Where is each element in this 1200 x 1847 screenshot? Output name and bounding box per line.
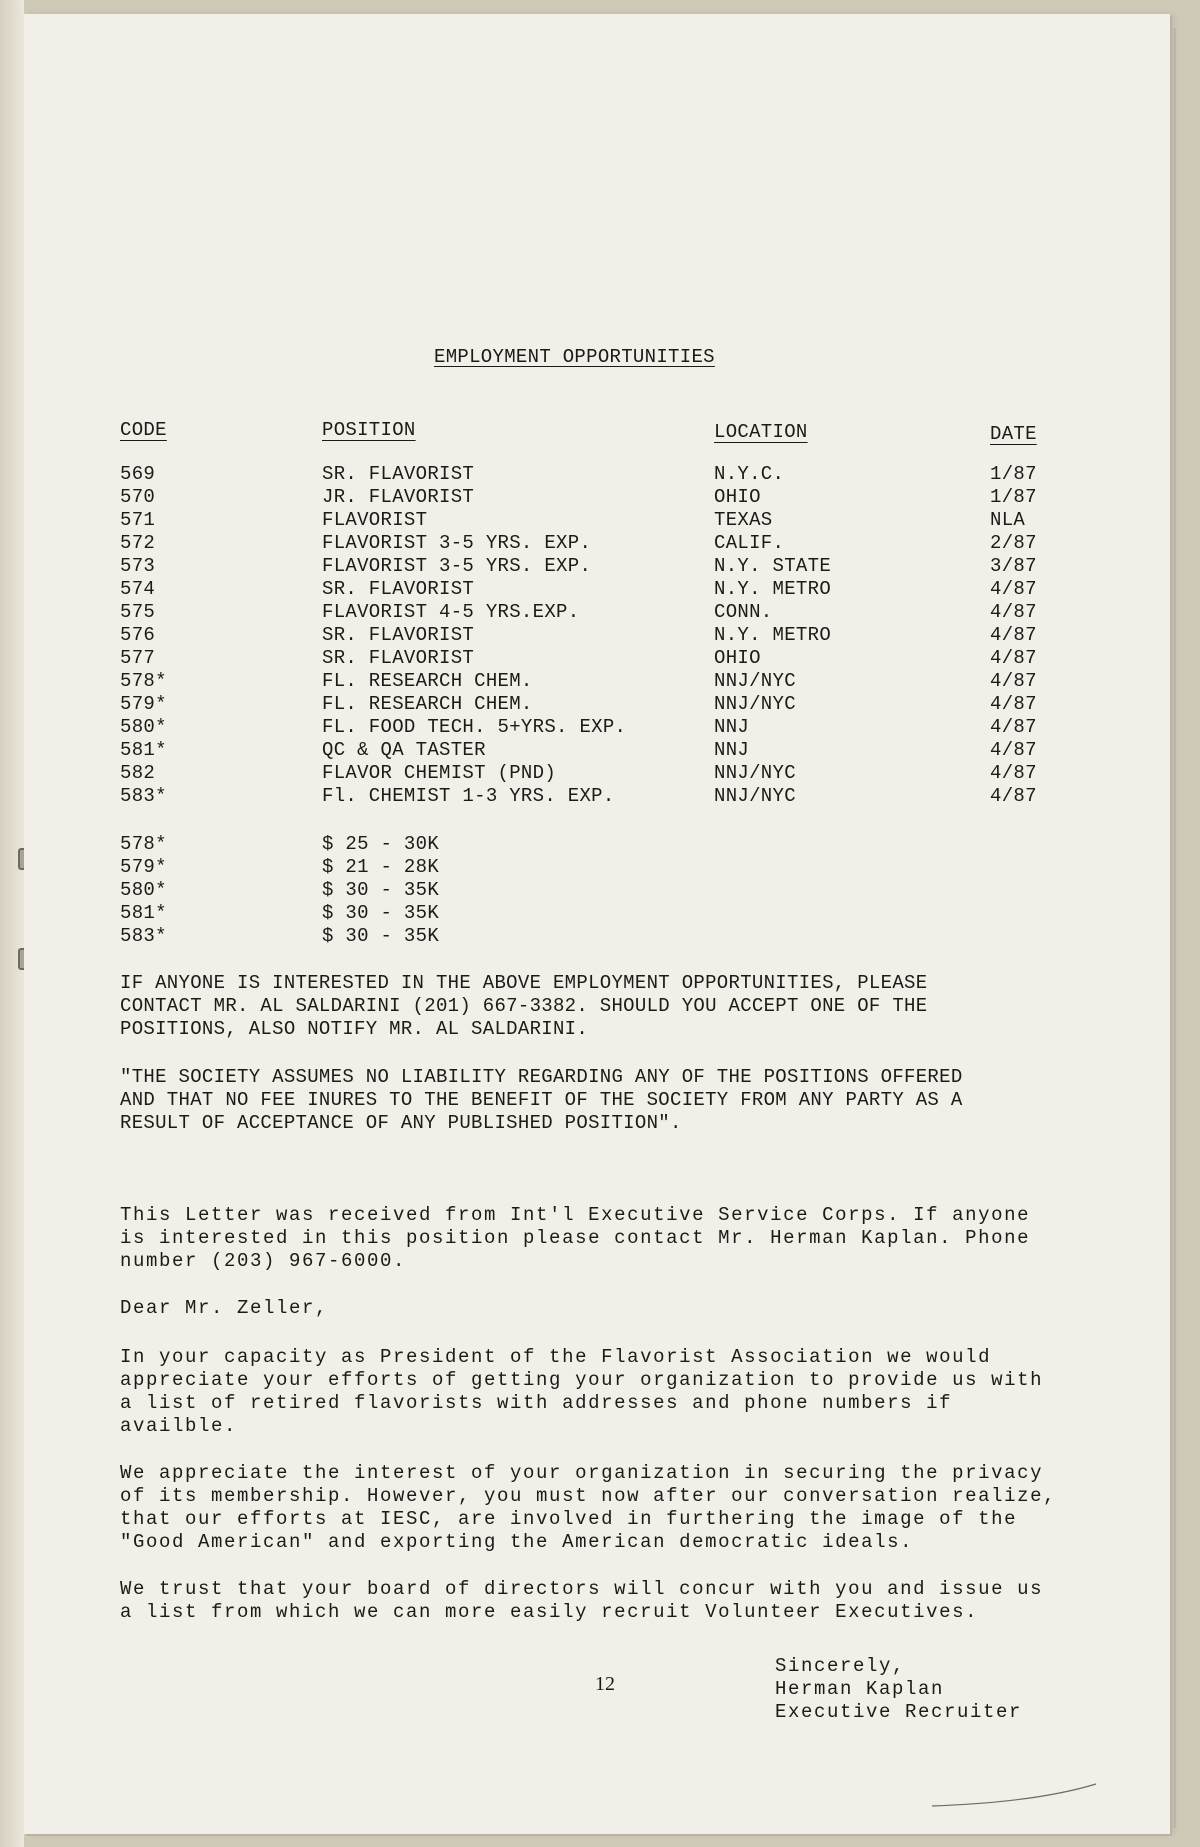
table-row [120,486,1100,509]
salary-code: 579* [120,856,167,878]
salary-code: 583* [120,925,167,947]
row-code: 572 [120,532,156,554]
letter-closing: Sincerely, Herman Kaplan Executive Recruiter [775,1655,1023,1723]
row-position: FL. FOOD TECH. 5+YRS. EXP. [322,716,627,738]
header-location: LOCATION [714,421,808,443]
table-header [120,419,1100,445]
row-position: FLAVORIST 4-5 YRS.EXP. [322,601,580,623]
salary-row [120,856,620,879]
salary-row [120,833,620,856]
salary-range: $ 25 - 30K [322,833,440,855]
row-date: 4/87 [990,624,1037,646]
row-code: 577 [120,647,156,669]
row-date: 1/87 [990,463,1037,485]
row-position: SR. FLAVORIST [322,624,475,646]
row-code: 575 [120,601,156,623]
table-row [120,509,1100,532]
row-location: NNJ/NYC [714,762,796,784]
row-code: 574 [120,578,156,600]
row-position: SR. FLAVORIST [322,647,475,669]
row-date: 4/87 [990,578,1037,600]
row-code: 578* [120,670,167,692]
row-date: 4/87 [990,647,1037,669]
row-date: 3/87 [990,555,1037,577]
table-row [120,693,1100,716]
row-date: 1/87 [990,486,1037,508]
header-position: POSITION [322,419,416,441]
row-position: SR. FLAVORIST [322,578,475,600]
table-row [120,624,1100,647]
disclaimer-paragraph: "THE SOCIETY ASSUMES NO LIABILITY REGARDING ANY OF THE POSITIONS OFFERED AND THAT NO FEE INURES TO THE BENEFIT OF THE SOCIETY FROM ANY PARTY AS A RESULT OF ACCEPTANCE OF ANY PUBLISHED POSITION". [120,1066,963,1134]
row-location: TEXAS [714,509,773,531]
row-position: FLAVORIST [322,509,428,531]
row-location: N.Y. STATE [714,555,832,577]
binding-spine [0,0,24,1847]
row-code: 570 [120,486,156,508]
table-row [120,578,1100,601]
header-code: CODE [120,419,167,441]
row-position: FLAVORIST 3-5 YRS. EXP. [322,555,592,577]
row-date: NLA [990,509,1026,531]
letter-paragraph-2: We appreciate the interest of your organization in securing the privacy of its membership. However, you must now after our conversation realize, that our efforts at IESC, are involved in furthering the image of the "Good American" and exporting the American democratic ideals. [120,1462,1057,1553]
row-position: Fl. CHEMIST 1-3 YRS. EXP. [322,785,615,807]
row-position: JR. FLAVORIST [322,486,475,508]
row-date: 4/87 [990,601,1037,623]
row-location: NNJ/NYC [714,785,796,807]
row-position: SR. FLAVORIST [322,463,475,485]
row-position: FLAVORIST 3-5 YRS. EXP. [322,532,592,554]
salary-range: $ 30 - 35K [322,925,440,947]
table-row [120,532,1100,555]
row-code: 579* [120,693,167,715]
row-date: 4/87 [990,693,1037,715]
table-row [120,647,1100,670]
salary-range: $ 30 - 35K [322,902,440,924]
row-code: 569 [120,463,156,485]
row-location: OHIO [714,486,761,508]
row-location: OHIO [714,647,761,669]
row-date: 4/87 [990,670,1037,692]
table-row [120,785,1100,808]
row-position: FLAVOR CHEMIST (PND) [322,762,557,784]
row-location: N.Y.C. [714,463,785,485]
salary-code: 578* [120,833,167,855]
page-number: 12 [595,1673,615,1695]
page-title: EMPLOYMENT OPPORTUNITIES [434,346,715,368]
salary-range: $ 30 - 35K [322,879,440,901]
row-code: 580* [120,716,167,738]
row-position: FL. RESEARCH CHEM. [322,670,533,692]
header-date: DATE [990,423,1037,445]
letter-intro: This Letter was received from Int'l Executive Service Corps. If anyone is interested in this position please contact Mr. Herman Kaplan. Phone number (203) 967-6000. [120,1204,1031,1272]
row-location: CONN. [714,601,773,623]
row-date: 4/87 [990,739,1037,761]
salary-range: $ 21 - 28K [322,856,440,878]
row-location: N.Y. METRO [714,578,832,600]
row-location: N.Y. METRO [714,624,832,646]
signature-stroke [930,1780,1100,1810]
row-code: 576 [120,624,156,646]
row-code: 583* [120,785,167,807]
table-row [120,739,1100,762]
table-row [120,463,1100,486]
salary-code: 581* [120,902,167,924]
letter-paragraph-3: We trust that your board of directors will concur with you and issue us a list from which we can more easily recruit Volunteer Executives. [120,1578,1044,1623]
row-code: 581* [120,739,167,761]
table-row [120,670,1100,693]
row-location: NNJ [714,716,750,738]
row-location: NNJ [714,739,750,761]
row-date: 2/87 [990,532,1037,554]
contact-paragraph: IF ANYONE IS INTERESTED IN THE ABOVE EMPLOYMENT OPPORTUNITIES, PLEASE CONTACT MR. AL SALDARINI (201) 667-3382. SHOULD YOU ACCEPT ONE OF THE POSITIONS, ALSO NOTIFY MR. AL SALDARINI. [120,972,928,1040]
table-row [120,762,1100,785]
salary-row [120,925,620,948]
table-row [120,601,1100,624]
table-row [120,716,1100,739]
row-code: 582 [120,762,156,784]
row-location: NNJ/NYC [714,670,796,692]
row-position: QC & QA TASTER [322,739,486,761]
letter-paragraph-1: In your capacity as President of the Flavorist Association we would appreciate your efforts of getting your organization to provide us with a list of retired flavorists with addresses and phone numbers if availble. [120,1346,1044,1437]
row-code: 573 [120,555,156,577]
row-date: 4/87 [990,785,1037,807]
row-location: NNJ/NYC [714,693,796,715]
salary-code: 580* [120,879,167,901]
row-date: 4/87 [990,762,1037,784]
row-location: CALIF. [714,532,785,554]
letter-salutation: Dear Mr. Zeller, [120,1297,329,1319]
row-position: FL. RESEARCH CHEM. [322,693,533,715]
row-code: 571 [120,509,156,531]
table-row [120,555,1100,578]
salary-row [120,902,620,925]
row-date: 4/87 [990,716,1037,738]
salary-row [120,879,620,902]
